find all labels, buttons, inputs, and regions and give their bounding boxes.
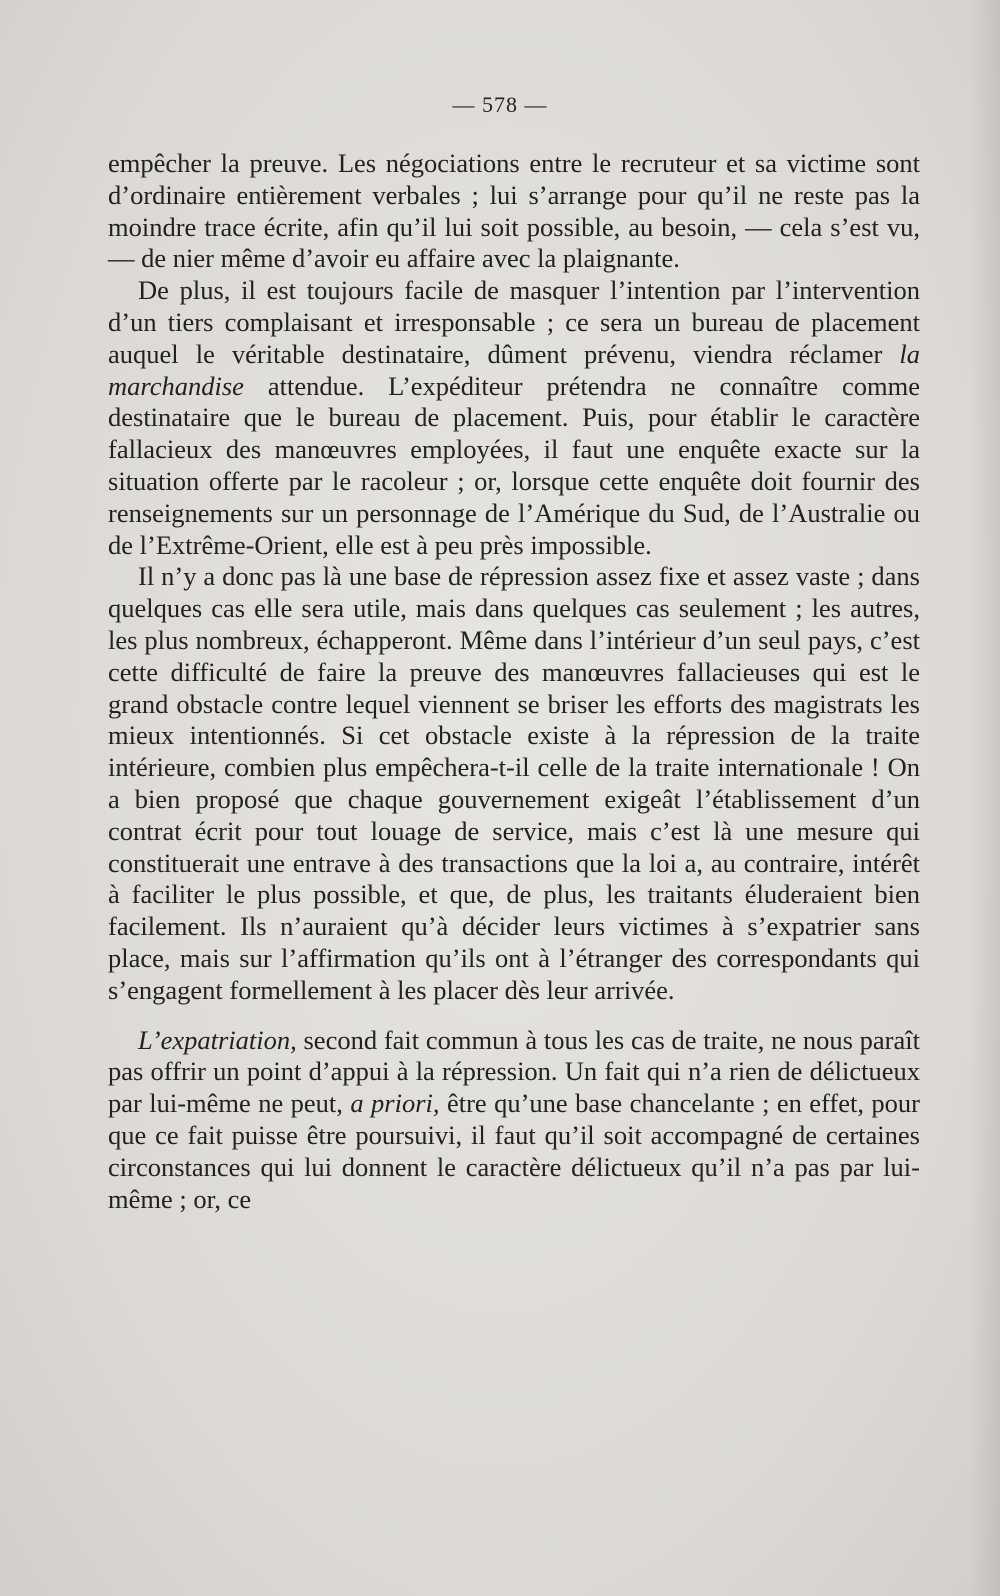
paragraph-4 [108, 1025, 920, 1216]
paragraph-3-text: Il n’y a donc pas là une base de répression assez fixe et assez vaste ; dans quelques cas elle sera utile, mais dans quelques cas seulement ; les autres, les plus nombreux, échapperont. Même dans l’intérieur d’un seul pays, c’est cette difficulté de faire la preuve des manœuvres fallacieuses qui est le grand obstacle contre lequel viennent se briser les efforts des magistrats les mieux intentionnés. Si cet obstacle existe à la répression de la traite intérieure, combien plus empêchera-t-il celle de la traite internationale ! On a bien proposé que chaque gouvernement exigeât l’établissement d’un contrat écrit pour tout louage de service, mais c’est là une mesure qui constituerait une entrave à des transactions que la loi a, au contraire, intérêt à faciliter le plus possible, et que, de plus, les traitants éluderaient bien facilement. Ils n’auraient qu’à décider leurs victimes à s’expatrier sans place, mais sur l’affirmation qu’ils ont à l’étranger des correspondants qui s’engagent formellement à les placer dès leur arrivée. [108, 561, 920, 1005]
body-text [108, 148, 920, 1215]
paragraph-2 [108, 275, 920, 561]
paragraph-2-text-a: De plus, il est toujours facile de masquer l’intention par l’intervention d’un tiers complaisant et irresponsable ; ce sera un bureau de placement auquel le véritable destinataire, dûment prévenu, viendra réclamer [108, 275, 920, 369]
paragraph-4-italic-a: L’expatriation, [138, 1024, 297, 1055]
paragraph-2-italic: la marchandise [108, 338, 920, 401]
paragraph-1 [108, 148, 920, 275]
paragraph-2-text-b: attendue. L’expéditeur prétendra ne connaître comme destinataire que le bureau de placement. Puis, pour établir le caractère fallacieux des manœuvres employées, il faut une enquête exacte sur la situation offerte par le racoleur ; or, lorsque cette enquête doit fournir des renseignements sur un personnage de l’Amérique du Sud, de l’Australie ou de l’Extrême-Orient, elle est à peu près impossible. [108, 370, 920, 560]
paragraph-3 [108, 561, 920, 1006]
page-number: — 578 — [452, 92, 548, 117]
paragraph-4-italic-b: a priori, [350, 1088, 440, 1119]
paragraph-4-text-a: second fait commun à tous les cas de traite, ne nous paraît pas offrir un point d’appui à la répression. Un fait qui n’a rien de délictueux par lui-même ne peut, [108, 1024, 920, 1119]
paragraph-1-text: empêcher la preuve. Les négociations entre le recruteur et sa victime sont d’ordinaire entièrement verbales ; lui s’arrange pour qu’il ne reste pas la moindre trace écrite, afin qu’il lui soit possible, au besoin, — cela s’est vu, — de nier même d’avoir eu affaire avec la plaignante. [108, 148, 920, 274]
paragraph-4-text-b: être qu’une base chancelante ; en effet, pour que ce fait puisse être poursuivi, il faut qu’il soit accompagné de certaines circonstances qui lui donnent le caractère délictueux qu’il n’a pas par lui-même ; or, ce [108, 1088, 920, 1214]
